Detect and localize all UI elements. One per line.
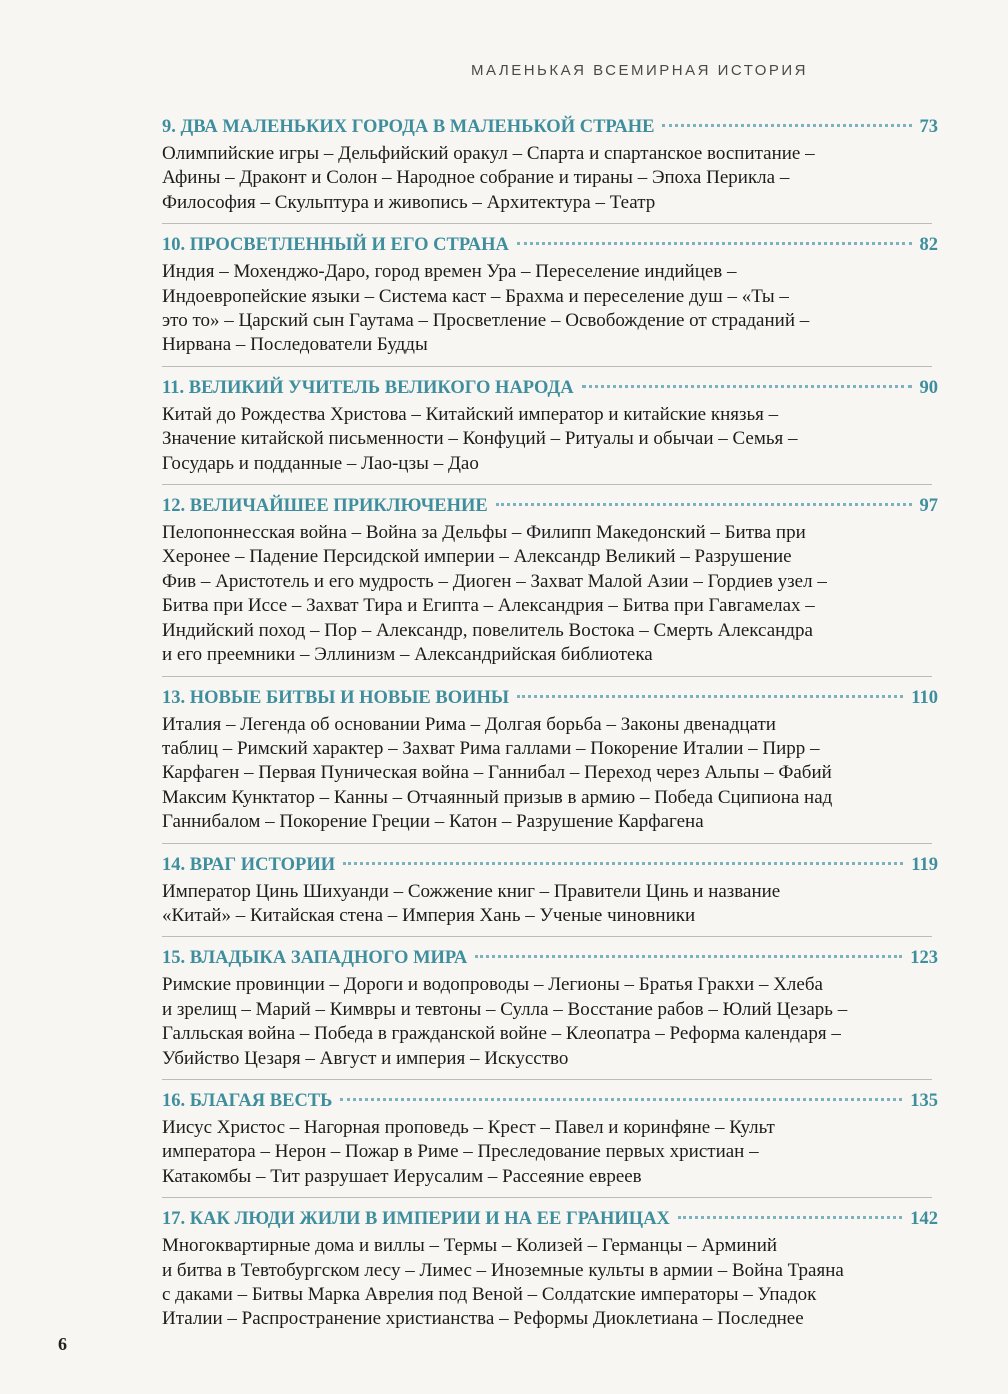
- chapter-topics: [162, 521, 932, 667]
- entry-divider: [162, 936, 932, 937]
- chapter-heading[interactable]: [162, 373, 938, 403]
- entry-divider: [162, 484, 932, 485]
- chapter-topics: [162, 142, 932, 215]
- entry-divider: [162, 366, 932, 367]
- chapter-title: 12. ВЕЛИЧАЙШЕЕ ПРИКЛЮЧЕНИЕ: [162, 496, 488, 517]
- entry-divider: [162, 1197, 932, 1198]
- topic-line: Херонее – Падение Персидской империи – Александр Великий – Разрушение: [162, 546, 792, 568]
- dot-leader: [517, 695, 903, 698]
- chapter-title: 15. ВЛАДЫКА ЗАПАДНОГО МИРА: [162, 948, 468, 969]
- chapter-page-number: 119: [911, 854, 938, 875]
- chapter-topics: [162, 260, 932, 358]
- chapter-page-number: 90: [919, 377, 938, 398]
- topic-line: Значение китайской письменности – Конфуций – Ритуалы и обычаи – Семья –: [162, 428, 798, 450]
- chapter-title: 14. ВРАГ ИСТОРИИ: [162, 854, 336, 875]
- dot-leader: [340, 1098, 902, 1101]
- page-number: 6: [58, 1334, 67, 1354]
- chapter-title: 9. ДВА МАЛЕНЬКИХ ГОРОДА В МАЛЕНЬКОЙ СТРАНЕ: [162, 117, 655, 137]
- topic-line: это то» – Царский сын Гаутама – Просветление – Освобождение от страданий –: [162, 310, 810, 332]
- topic-line: Нирвана – Последователи Будды: [162, 334, 428, 356]
- chapter-heading[interactable]: [162, 943, 938, 973]
- topic-line: Индия – Мохенджо-Даро, город времен Ура – Переселение индийцев –: [162, 261, 737, 283]
- topic-line: Индоевропейские языки – Система каст – Брахма и переселение душ – «Ты –: [162, 285, 789, 307]
- chapter-heading[interactable]: [162, 491, 938, 521]
- chapter-topics: [162, 973, 932, 1071]
- topic-line: императора – Нерон – Пожар в Риме – Преследование первых христиан –: [162, 1141, 759, 1163]
- topic-line: Афины – Драконт и Солон – Народное собрание и тираны – Эпоха Перикла –: [162, 167, 790, 189]
- topic-line: Битва при Иссе – Захват Тира и Египта – Александрия – Битва при Гавгамелах –: [162, 595, 815, 617]
- topic-line: Олимпийские игры – Дельфийский оракул – Спарта и спартанское воспитание –: [162, 143, 815, 164]
- dot-leader: [678, 1216, 902, 1219]
- chapter-page-number: 123: [910, 948, 938, 969]
- topic-line: Пелопоннесская война – Война за Дельфы – Филипп Македонский – Битва при: [162, 522, 806, 544]
- chapter-heading[interactable]: [162, 230, 938, 260]
- topic-line: Италии – Распространение христианства – Реформы Диоклетиана – Последнее: [162, 1308, 804, 1330]
- chapter-topics: [162, 1234, 932, 1332]
- chapter-page-number: 142: [910, 1209, 938, 1230]
- topic-line: Катакомбы – Тит разрушает Иерусалим – Рассеяние евреев: [162, 1165, 642, 1187]
- dot-leader: [475, 955, 902, 958]
- toc-entry-9: [162, 112, 938, 224]
- dot-leader: [496, 503, 912, 506]
- toc-entry-17: [162, 1204, 938, 1332]
- dot-leader: [517, 242, 912, 245]
- chapter-page-number: 110: [911, 687, 938, 708]
- topic-line: Китай до Рождества Христова – Китайский император и китайские князья –: [162, 403, 779, 425]
- chapter-heading[interactable]: [162, 683, 938, 713]
- chapter-topics: [162, 713, 932, 835]
- topic-line: Ганнибалом – Покорение Греции – Катон – Разрушение Карфагена: [162, 811, 704, 833]
- topic-line: Фив – Аристотель и его мудрость – Диоген – Захват Малой Азии – Гордиев узел –: [162, 570, 827, 592]
- chapter-heading[interactable]: [162, 112, 938, 142]
- topic-line: и битва в Тевтобургском лесу – Лимес – Иноземные культы в армии – Война Траяна: [162, 1259, 844, 1281]
- chapter-topics: [162, 1116, 932, 1189]
- topic-line: Император Цинь Шихуанди – Сожжение книг – Правители Цинь и название: [162, 880, 781, 902]
- toc-entry-11: [162, 373, 938, 485]
- topic-line: «Китай» – Китайская стена – Империя Хань – Ученые чиновники: [162, 904, 696, 926]
- topic-line: Государь и подданные – Лао-цзы – Дао: [162, 452, 479, 474]
- topic-line: таблиц – Римский характер – Захват Рима галлами – Покорение Италии – Пирр –: [162, 737, 820, 759]
- entry-divider: [162, 223, 932, 224]
- chapter-heading[interactable]: [162, 1204, 938, 1234]
- topic-line: Римские провинции – Дороги и водопроводы – Легионы – Братья Гракхи – Хлеба: [162, 974, 823, 996]
- topic-line: и зрелищ – Марий – Кимвры и тевтоны – Сулла – Восстание рабов – Юлий Цезарь –: [162, 998, 848, 1020]
- topic-line: Карфаген – Первая Пуническая война – Ганнибал – Переход через Альпы – Фабий: [162, 762, 832, 784]
- topic-line: Максим Кунктатор – Канны – Отчаянный призыв в армию – Победа Сципиона над: [162, 786, 833, 808]
- entry-divider: [162, 676, 932, 677]
- chapter-page-number: 135: [910, 1090, 938, 1111]
- chapter-heading[interactable]: [162, 850, 938, 880]
- entry-divider: [162, 1079, 932, 1080]
- entry-divider: [162, 843, 932, 844]
- topic-line: Галльская война – Победа в гражданской войне – Клеопатра – Реформа календаря –: [162, 1023, 841, 1045]
- topic-line: Многоквартирные дома и виллы – Термы – Колизей – Германцы – Арминий: [162, 1235, 778, 1257]
- chapter-heading[interactable]: [162, 1086, 938, 1116]
- table-of-contents: [162, 112, 938, 1332]
- chapter-topics: [162, 403, 932, 476]
- chapter-title: 13. НОВЫЕ БИТВЫ И НОВЫЕ ВОИНЫ: [162, 687, 510, 708]
- toc-entry-13: [162, 683, 938, 844]
- chapter-title: 10. ПРОСВЕТЛЕННЫЙ И ЕГО СТРАНА: [162, 235, 509, 256]
- topic-line: Убийство Цезаря – Август и империя – Искусство: [162, 1047, 569, 1069]
- chapter-title: 11. ВЕЛИКИЙ УЧИТЕЛЬ ВЕЛИКОГО НАРОДА: [162, 377, 574, 398]
- toc-entry-16: [162, 1086, 938, 1198]
- chapter-topics: [162, 880, 932, 929]
- chapter-page-number: 82: [919, 235, 938, 256]
- topic-line: Философия – Скульптура и живопись – Архитектура – Театр: [162, 191, 656, 213]
- topic-line: с даками – Битвы Марка Аврелия под Веной – Солдатские императоры – Упадок: [162, 1284, 817, 1305]
- topic-line: и его преемники – Эллинизм – Александрийская библиотека: [162, 644, 653, 666]
- topic-line: Индийский поход – Пор – Александр, повелитель Востока – Смерть Александра: [162, 619, 813, 641]
- chapter-page-number: 97: [919, 496, 938, 517]
- dot-leader: [343, 862, 903, 865]
- chapter-title: 16. БЛАГАЯ ВЕСТЬ: [162, 1090, 333, 1111]
- running-head: МАЛЕНЬКАЯ ВСЕМИРНАЯ ИСТОРИЯ: [471, 62, 808, 79]
- chapter-page-number: 73: [919, 117, 938, 137]
- dot-leader: [662, 124, 911, 127]
- topic-line: Италия – Легенда об основании Рима – Долгая борьба – Законы двенадцати: [162, 713, 776, 735]
- dot-leader: [582, 385, 912, 388]
- toc-entry-15: [162, 943, 938, 1080]
- topic-line: Иисус Христос – Нагорная проповедь – Крест – Павел и коринфяне – Культ: [162, 1116, 775, 1138]
- toc-entry-12: [162, 491, 938, 676]
- toc-entry-10: [162, 230, 938, 367]
- chapter-title: 17. КАК ЛЮДИ ЖИЛИ В ИМПЕРИИ И НА ЕЕ ГРАНИЦАХ: [162, 1209, 670, 1230]
- toc-entry-14: [162, 850, 938, 938]
